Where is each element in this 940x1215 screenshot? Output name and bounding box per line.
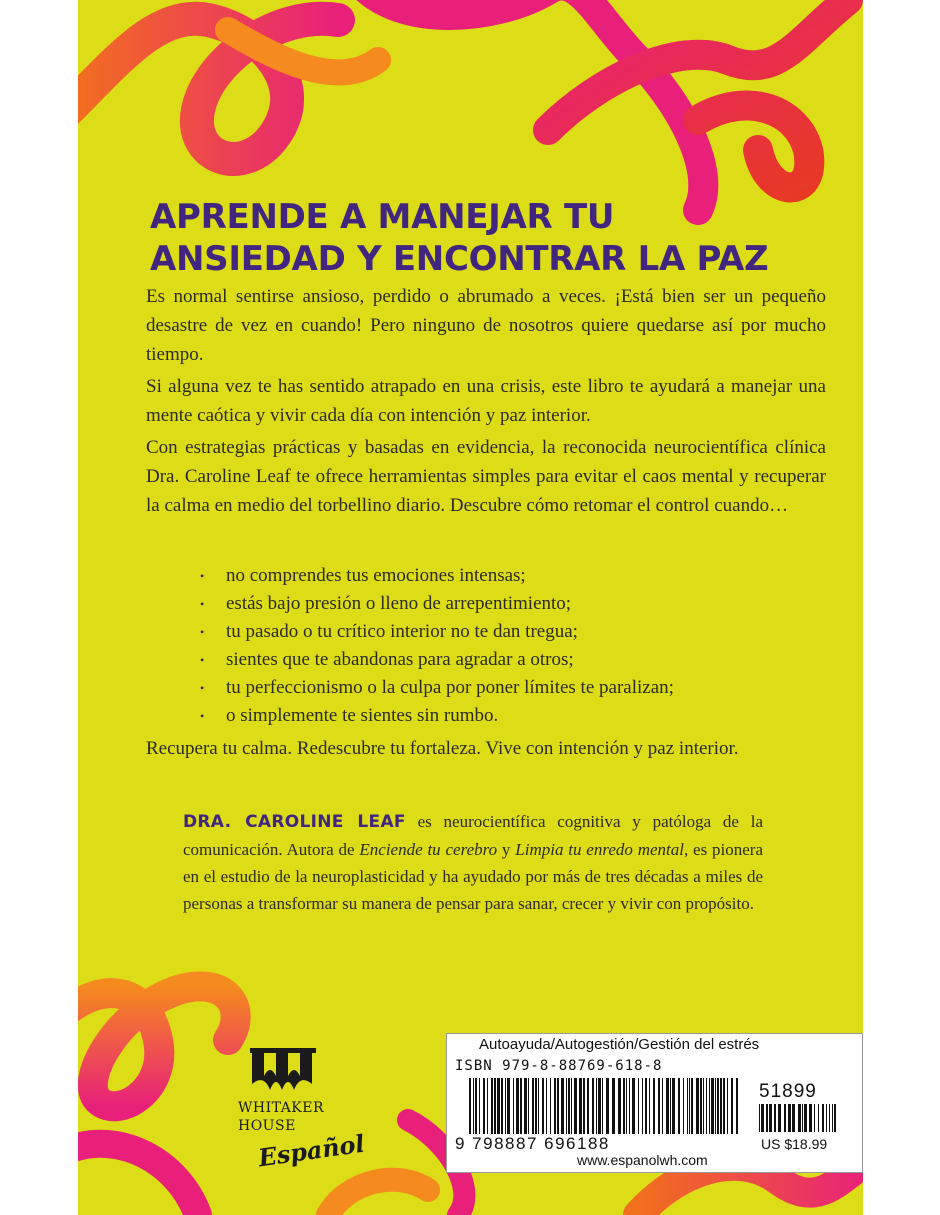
barcode-addon: 51899 [759, 1081, 817, 1102]
barcode-bars [469, 1078, 739, 1138]
publisher-name-line2: HOUSE [238, 1118, 296, 1134]
headline-line-2: ANSIEDAD Y ENCONTRAR LA PAZ [150, 239, 769, 279]
barcode-addon-bars [759, 1104, 839, 1134]
isbn-number: ISBN 979-8-88769-618-8 [455, 1058, 663, 1074]
publisher-name-line1: WHITAKER [238, 1100, 325, 1116]
barcode-sticker [446, 1033, 863, 1173]
price: US $18.99 [761, 1136, 828, 1152]
publisher-logo [228, 1040, 368, 1200]
intro-paragraph-2: Si alguna vez te has sentido atrapado en una crisis, este libro te ayudará a manejar una mente caótica y vivir cada día con intención y paz interior. [146, 376, 826, 426]
intro-paragraph-1: Es normal sentirse ansioso, perdido o abrumado a veces. ¡Está bien ser un pequeño desastre de vez en cuando! Pero ninguno de nosotros quiere quedarse así por mucho tiempo. [146, 286, 826, 365]
wh-logo-icon [250, 1044, 320, 1094]
publisher-name-line3: Español [256, 1128, 367, 1173]
bullet-icon: • [200, 709, 205, 723]
book-title-1: Enciende tu cerebro [359, 840, 498, 859]
book-back-cover [78, 0, 863, 1215]
barcode-category: Autoayuda/Autogestión/Gestión del estrés [479, 1036, 760, 1053]
bullet-icon: • [200, 653, 205, 667]
author-name: DRA. CAROLINE LEAF [183, 812, 406, 832]
swirl-top-left [78, 19, 338, 159]
swirl-top-pink [358, 0, 703, 210]
headline-line-1: APRENDE A MANEJAR TU [150, 197, 615, 237]
book-title-2: Limpia tu enredo mental, [515, 840, 689, 859]
list-item: • estás bajo presión o lleno de arrepentimiento; [198, 590, 818, 618]
benefit-list [198, 562, 818, 730]
author-bio: DRA. CAROLINE LEAF es neurocientífica cognitiva y patóloga de la comunicación. Autora de Enciende tu cerebro y Limpia tu enredo mental, es pionera en el estudio de la neuroplasticidad y ha ayudado por más de tres décadas a miles de personas a transformar su manera de pensar para sanar, crecer y vivir con propósito. [183, 812, 764, 913]
closing-line: Recupera tu calma. Redescubre tu fortaleza. Vive con intención y paz interior. [146, 738, 739, 759]
website: www.espanolwh.com [577, 1152, 708, 1168]
list-item: • tu pasado o tu crítico interior no te dan tregua; [198, 618, 818, 646]
barcode-digits: 9 798887 696188 [455, 1134, 610, 1153]
list-item: • tu perfeccionismo o la culpa por poner límites te paralizan; [198, 674, 818, 702]
list-item: • sientes que te abandonas para agradar a otros; [198, 646, 818, 674]
swirl-bottom-left [78, 986, 236, 1106]
bullet-icon: • [200, 597, 205, 611]
bullet-icon: • [200, 681, 205, 695]
cover-headline [150, 196, 830, 280]
intro-paragraph-3: Con estrategias prácticas y basadas en evidencia, la reconocida neurocientífica clínica Dra. Caroline Leaf te ofrece herramientas simples para evitar el caos mental y recuperar la calma en medio del torbellino diario. Descubre cómo retomar el control cuando… [146, 437, 826, 516]
bullet-icon: • [200, 625, 205, 639]
list-item: • o simplemente te sientes sin rumbo. [198, 702, 818, 730]
list-item: • no comprendes tus emociones intensas; [198, 562, 818, 590]
swirl-bottom-pink [78, 1144, 198, 1215]
bullet-icon: • [200, 569, 205, 583]
